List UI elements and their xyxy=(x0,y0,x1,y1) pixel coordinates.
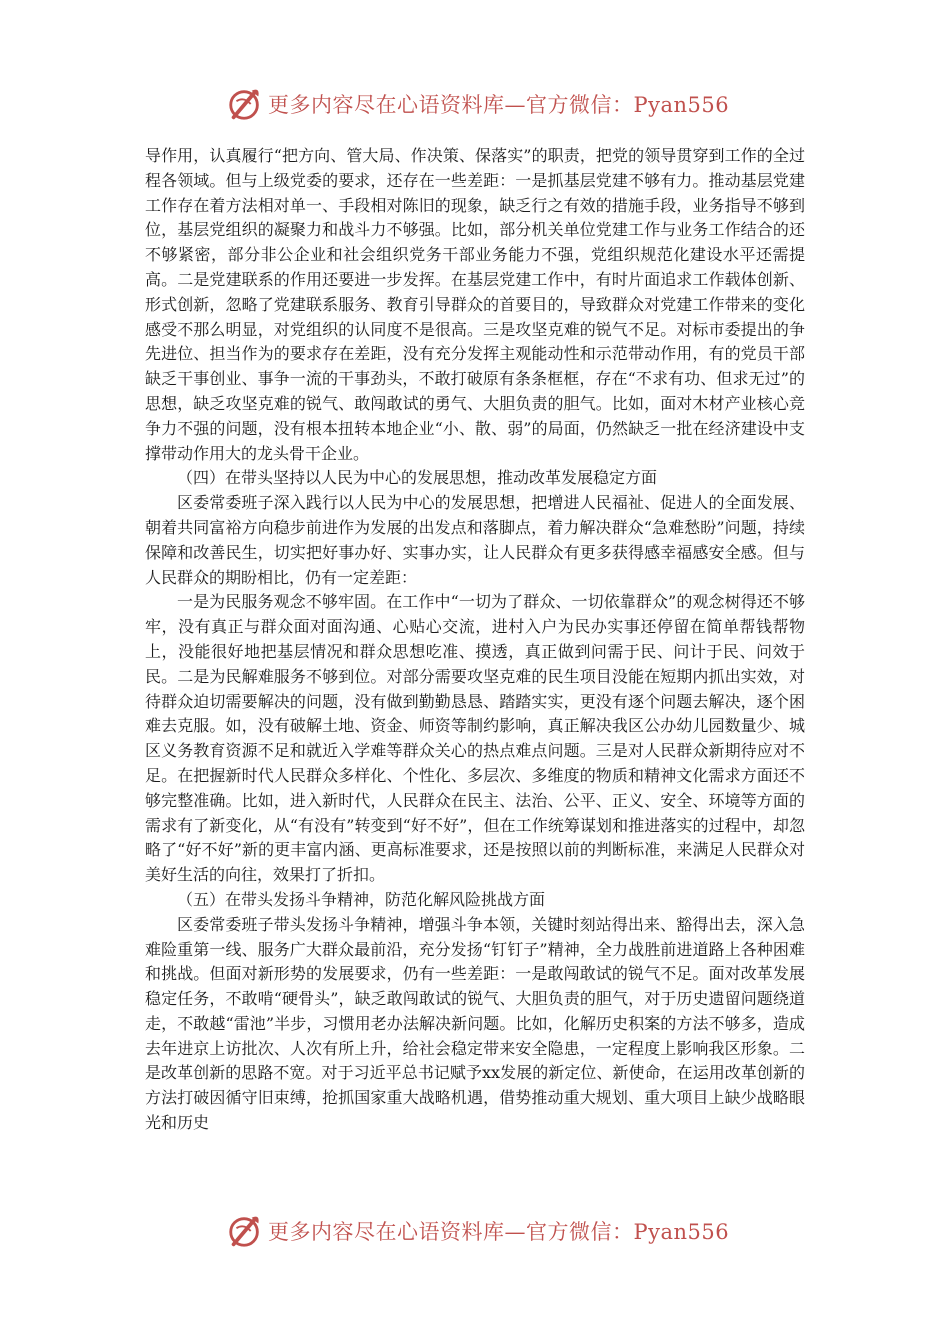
paragraph-2: 区委常委班子深入践行以人民为中心的发展思想，把增进人民福祉、促进人的全面发展、朝着共同富裕方向稳步前进作为发展的出发点和落脚点，着力解决群众“急难愁盼”问题，持续保障和改善民生，切实把好事办好、实事办实，让人民群众有更多获得感幸福感安全感。但与人民群众的期盼相比，仍有一定差距： xyxy=(145,493,805,587)
footer-banner xyxy=(0,1209,950,1253)
paragraph-4: 区委常委班子带头发扬斗争精神，增强斗争本领，关键时刻站得出来、豁得出去，深入急难险重第一线、服务广大群众最前沿，充分发扬“钉钉子”精神，全力战胜前进道路上各种困难和挑战。但面对新形势的发展要求，仍有一些差距：一是敢闯敢试的锐气不足。面对改革发展稳定任务，不敢啃“硬骨头”，缺乏敢闯敢试的锐气、大胆负责的胆气，对于历史遗留问题绕道走，不敢越“雷池”半步，习惯用老办法解决新问题。比如，化解历史积案的方法不够多，造成去年进京上访批次、人次有所上升，给社会稳定带来安全隐患，一定程度上影响我区形象。二是改革创新的思路不宽。对于习近平总书记赋予xx发展的新定位、新使命，在运用改革创新的方法打破因循守旧束缚，抢抓国家重大战略机遇，借势推动重大规划、重大项目上缺少战略眼光和历史 xyxy=(145,914,805,1133)
header-banner-text: 更多内容尽在心语资料库—官方微信：Pyan556 xyxy=(268,93,730,117)
brush-logo-icon xyxy=(226,85,264,123)
footer-banner-text: 更多内容尽在心语资料库—官方微信：Pyan556 xyxy=(268,1220,730,1244)
paragraph-1: 导作用，认真履行“把方向、管大局、作决策、保落实”的职责，把党的领导贯穿到工作的全过程各领域。但与上级党委的要求，还存在一些差距：一是抓基层党建不够有力。推动基层党建工作存在着方法相对单一、手段相对陈旧的现象，缺乏行之有效的措施手段，业务指导不够到位，基层党组织的凝聚力和战斗力不够强。比如，部分机关单位党建工作与业务工作结合的还不够紧密，部分非公企业和社会组织党务干部业务能力不强，党组织规范化建设水平还需提高。二是党建联系的作用还要进一步发挥。在基层党建工作中，有时片面追求工作载体创新、形式创新，忽略了党建联系服务、教育引导群众的首要目的，导致群众对党建工作带来的变化感受不那么明显，对党组织的认同度不是很高。三是攻坚克难的锐气不足。对标市委提出的争先进位、担当作为的要求存在差距，没有充分发挥主观能动性和示范带动作用，有的党员干部缺乏干事创业、事争一流的干事劲头，不敢打破原有条条框框，存在“不求有功、但求无过”的思想，缺乏攻坚克难的锐气、敢闯敢试的勇气、大胆负责的胆气。比如，面对木材产业核心竞争力不强的问题，没有根本扭转本地企业“小、散、弱”的局面，仍然缺乏一批在经济建设中支撑带动作用大的龙头骨干企业。 xyxy=(145,146,805,463)
document-body xyxy=(145,144,805,1136)
paragraph-3: 一是为民服务观念不够牢固。在工作中“一切为了群众、一切依靠群众”的观念树得还不够牢，没有真正与群众面对面沟通、心贴心交流，进村入户为民办实事还停留在简单帮钱帮物上，没能很好地把基层情况和群众思想吃准、摸透，真正做到问需于民、问计于民、问效于民。二是为民解难服务不够到位。对部分需要攻坚克难的民生项目没能在短期内抓出实效，对待群众迫切需要解决的问题，没有做到勤勤恳恳、踏踏实实，更没有逐个问题去解决，逐个困难去克服。如，没有破解土地、资金、师资等制约影响，真正解决我区公办幼儿园数量少、城区义务教育资源不足和就近入学难等群众关心的热点难点问题。三是对人民群众新期待应对不足。在把握新时代人民群众多样化、个性化、多层次、多维度的物质和精神文化需求方面还不够完整准确。比如，进入新时代，人民群众在民主、法治、公平、正义、安全、环境等方面的需求有了新变化，从“有没有”转变到“好不好”，但在工作统筹谋划和推进落实的过程中，却忽略了“好不好”新的更丰富内涵、更高标准要求，还是按照以前的判断标准，来满足人民群众对美好生活的向往，效果打了折扣。 xyxy=(145,592,805,885)
section-heading-5: （五）在带头发扬斗争精神，防范化解风险挑战方面 xyxy=(177,889,546,909)
section-heading-4: （四）在带头坚持以人民为中心的发展思想，推动改革发展稳定方面 xyxy=(177,468,658,488)
header-banner xyxy=(0,82,950,126)
brush-logo-icon xyxy=(226,1212,264,1250)
